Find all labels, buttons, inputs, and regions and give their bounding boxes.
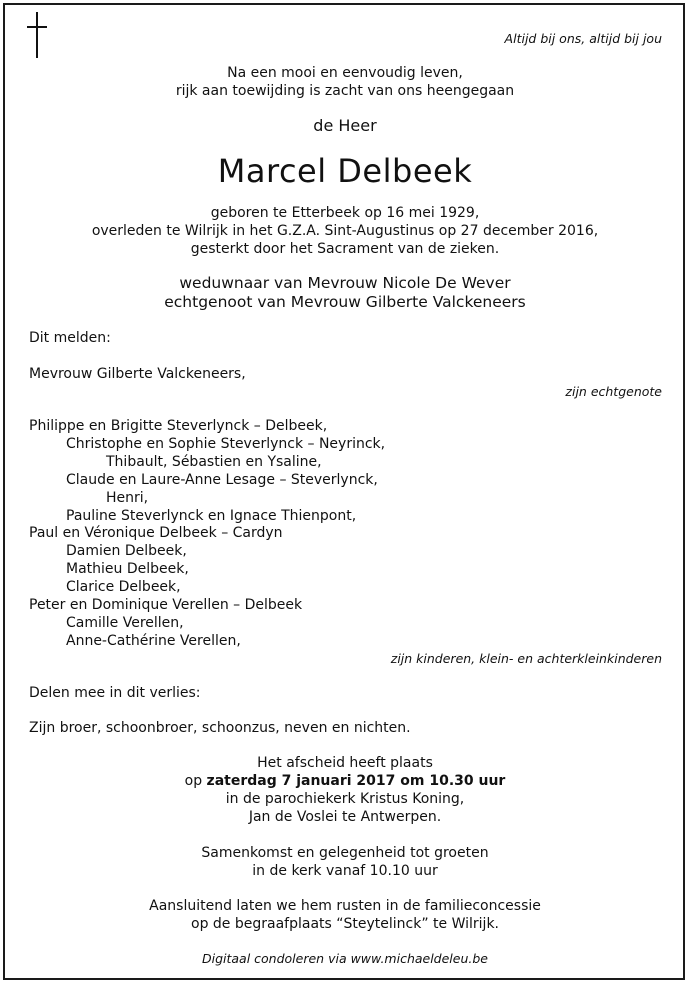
widower-line: weduwnaar van Mevrouw Nicole De Wever: [179, 274, 511, 292]
cross-icon: [27, 12, 47, 58]
family-row: Clarice Delbeek,: [66, 579, 181, 595]
family-row: Christophe en Sophie Steverlynck – Neyrinck,: [66, 436, 386, 452]
ceremony-date-line: [0, 773, 690, 791]
ceremony-date-prefix: op: [184, 773, 203, 789]
ceremony-line-1: Het afscheid heeft plaats: [257, 755, 433, 771]
announce-label: Dit melden:: [29, 330, 111, 346]
spouse-line: echtgenoot van Mevrouw Gilberte Valckeneers: [164, 293, 526, 311]
burial-line-2: op de begraafplaats “Steytelinck” te Wilrijk.: [191, 916, 499, 932]
gathering-line-2: in de kerk vanaf 10.10 uur: [252, 863, 438, 879]
condolences-line: Digitaal condoleren via www.michaeldeleu.be: [201, 951, 488, 966]
relatives-line: Zijn broer, schoonbroer, schoonzus, neven en nichten.: [29, 720, 411, 736]
motto: Altijd bij ons, altijd bij jou: [504, 31, 662, 46]
death-line: overleden te Wilrijk in het G.Z.A. Sint-Augustinus op 27 december 2016,: [91, 223, 599, 239]
ceremony-line-4: Jan de Voslei te Antwerpen.: [248, 809, 442, 825]
family-row: Mathieu Delbeek,: [66, 561, 189, 577]
spouse-role: zijn echtgenote: [565, 384, 662, 399]
spouse-name: Mevrouw Gilberte Valckeneers,: [29, 366, 246, 382]
intro-line-1: Na een mooi en eenvoudig leven,: [227, 65, 463, 81]
gathering-line-1: Samenkomst en gelegenheid tot groeten: [201, 845, 489, 861]
family-row: Philippe en Brigitte Steverlynck – Delbeek,: [29, 418, 328, 434]
family-row: Damien Delbeek,: [66, 543, 187, 559]
family-row: Anne-Cathérine Verellen,: [66, 633, 241, 649]
ceremony-date: zaterdag 7 januari 2017 om 10.30 uur: [206, 773, 506, 789]
deceased-name: Marcel Delbeek: [217, 152, 473, 190]
birth-line: geboren te Etterbeek op 16 mei 1929,: [210, 205, 480, 221]
ceremony-line-3: in de parochiekerk Kristus Koning,: [225, 791, 465, 807]
family-row: Henri,: [106, 490, 149, 506]
family-row: Thibault, Sébastien en Ysaline,: [106, 454, 322, 470]
family-row: Camille Verellen,: [66, 615, 184, 631]
sacrament-line: gesterkt door het Sacrament van de zieken.: [190, 241, 500, 257]
burial-line-1: Aansluitend laten we hem rusten in de familieconcessie: [149, 898, 541, 914]
family-role: zijn kinderen, klein- en achterkleinkinderen: [390, 651, 662, 666]
family-row: Claude en Laure-Anne Lesage – Steverlynck,: [66, 472, 378, 488]
family-row: Paul en Véronique Delbeek – Cardyn: [29, 525, 283, 541]
title-prefix: de Heer: [313, 116, 377, 135]
intro-line-2: rijk aan toewijding is zacht van ons heengegaan: [175, 83, 515, 99]
share-label: Delen mee in dit verlies:: [29, 685, 201, 701]
family-row: Pauline Steverlynck en Ignace Thienpont,: [66, 508, 357, 524]
family-row: Peter en Dominique Verellen – Delbeek: [29, 597, 303, 613]
